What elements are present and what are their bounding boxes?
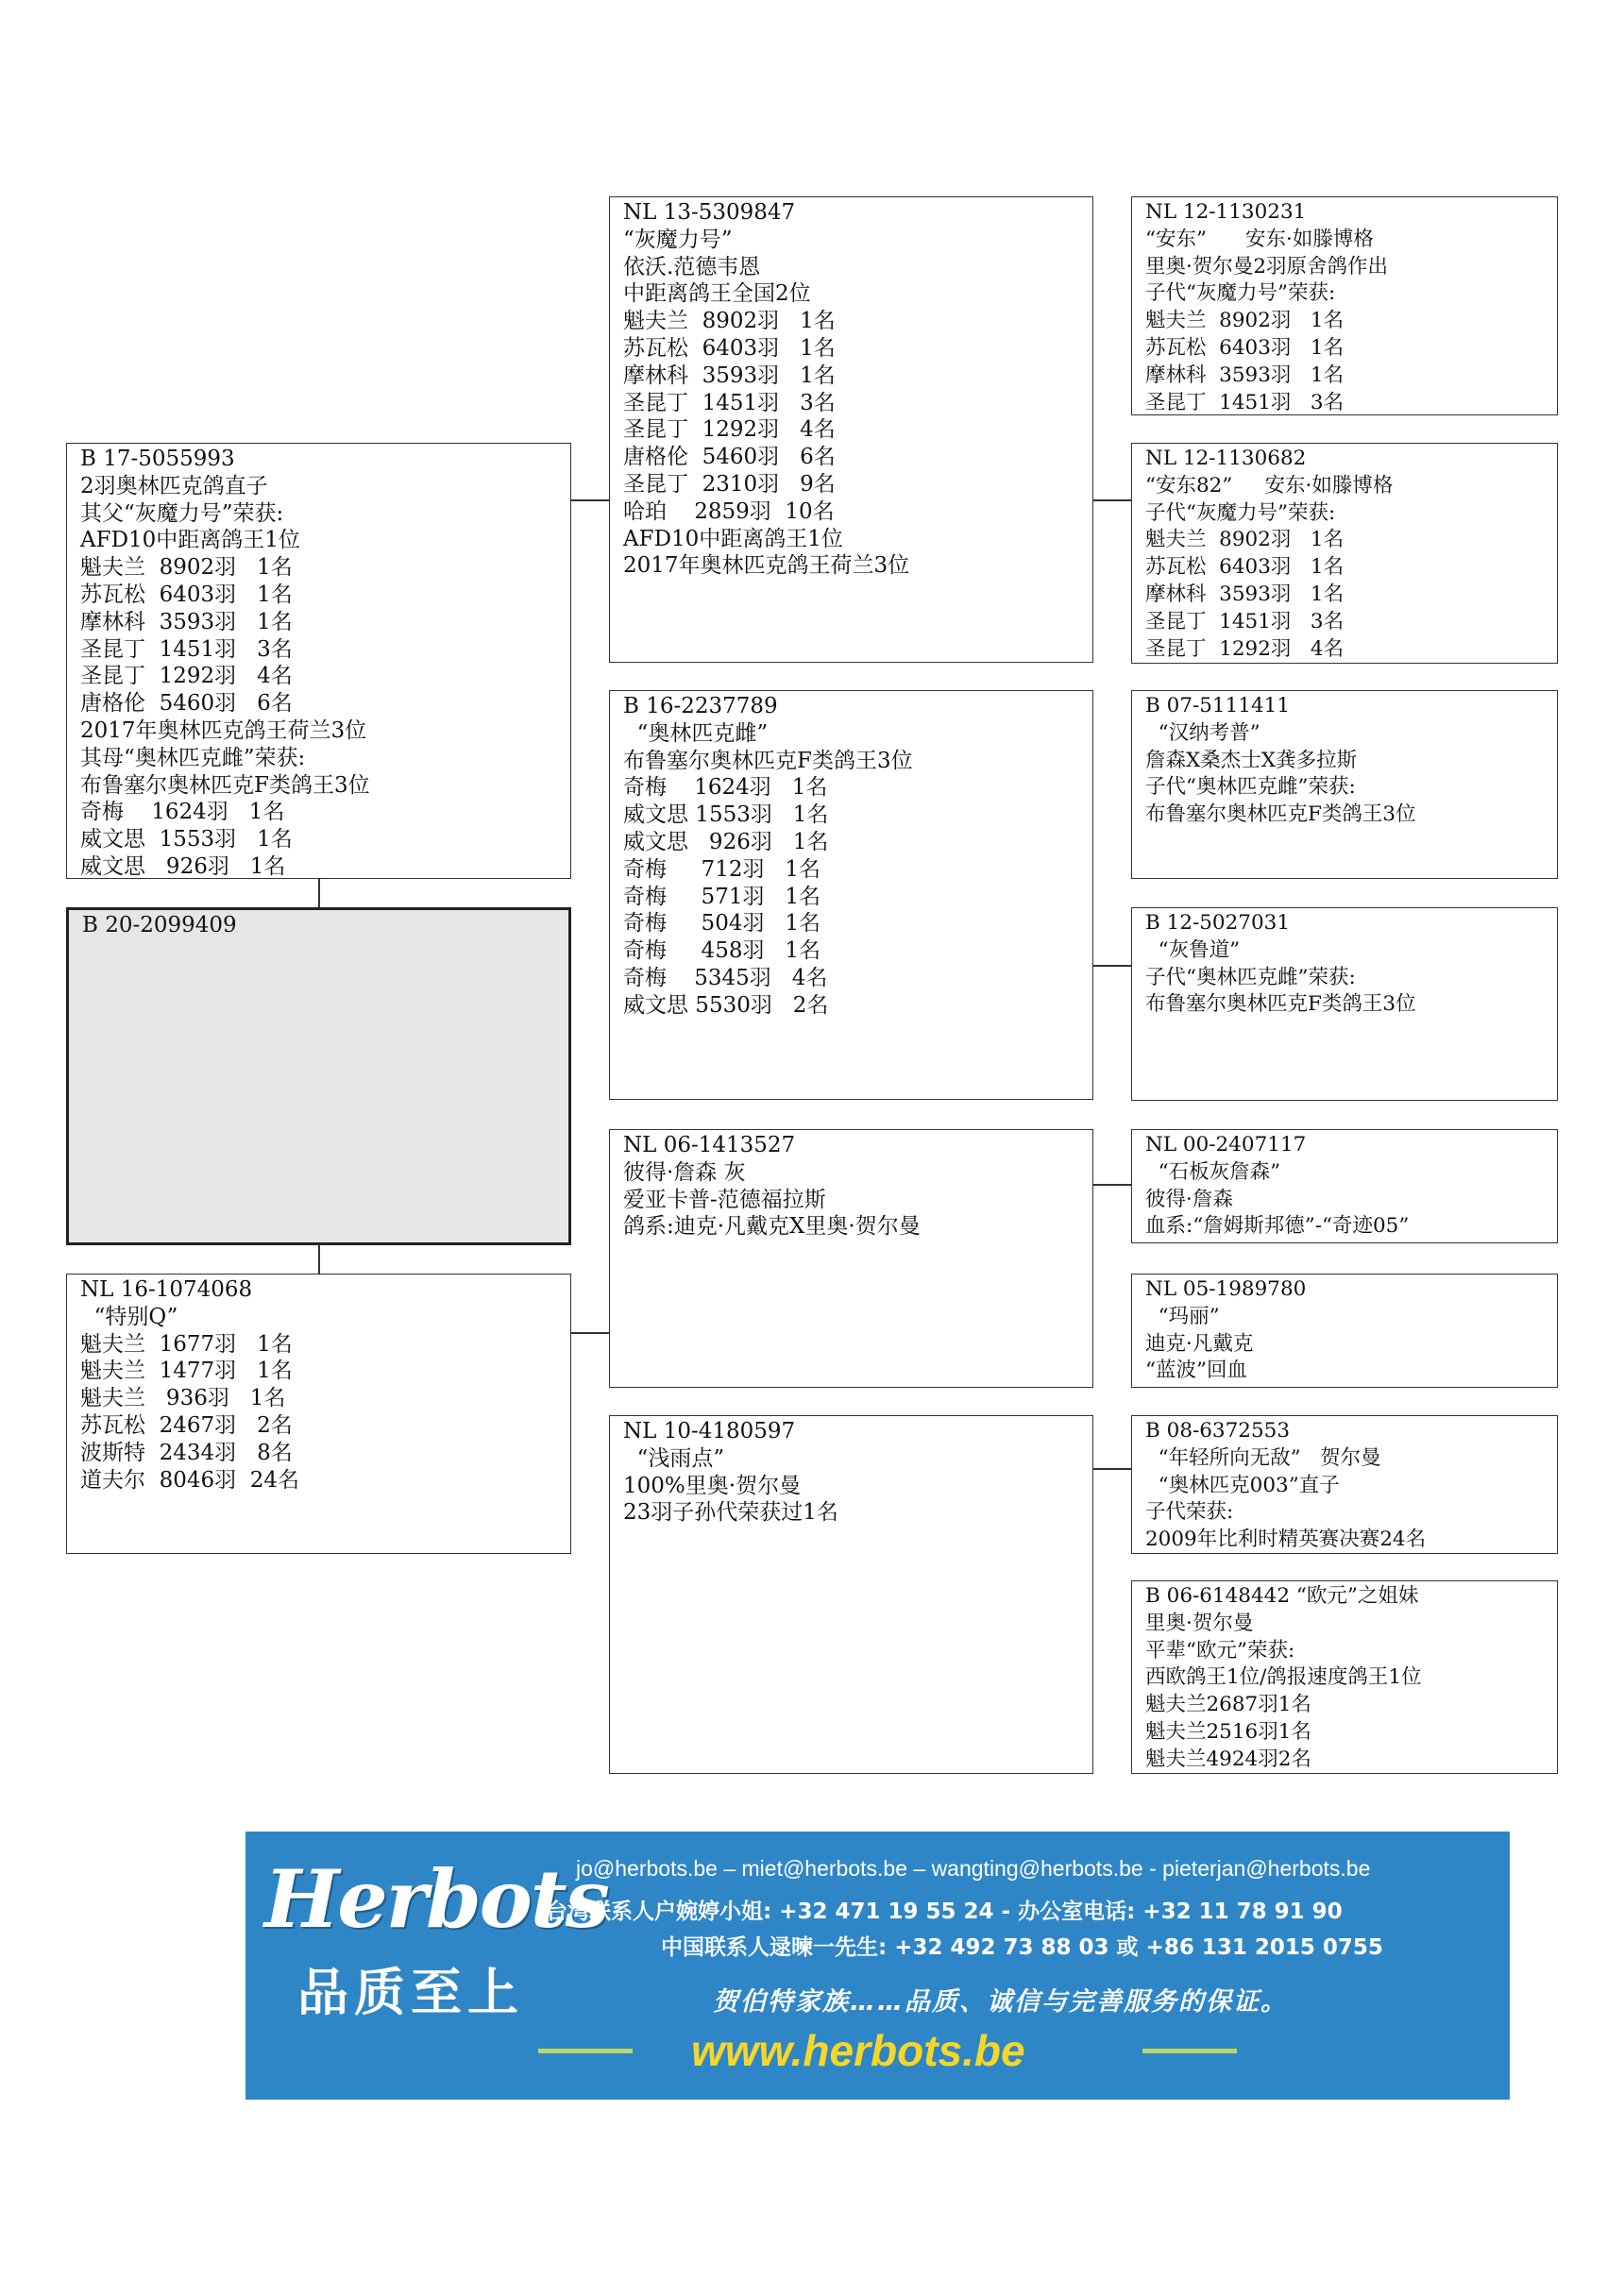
pedigree-line: 奇梅 1624羽 1名	[623, 775, 828, 801]
pedigree-line: 圣昆丁 2310羽 9名	[623, 471, 836, 497]
pedigree-line: 魁夫兰2516羽1名	[1145, 1719, 1311, 1744]
sire-box	[66, 443, 571, 879]
email-contacts[interactable]: jo@herbots.be – miet@herbots.be – wangting@herbots.be - pieterjan@herbots.be	[576, 1856, 1371, 1881]
pedigree-line: 哈珀 2859羽 10名	[623, 498, 835, 524]
pedigree-line: 奇梅 712羽 1名	[623, 856, 821, 882]
ring-number: B 06-6148442 “欧元”之姐妹	[1145, 1584, 1419, 1608]
dam-sire-lines	[623, 1132, 1079, 1241]
sd-sire-lines	[1145, 693, 1544, 829]
pedigree-line: 中距离鸽王全国2位	[623, 281, 811, 307]
dam-lines	[80, 1276, 557, 1494]
connector	[1092, 499, 1131, 501]
pedigree-line: 迪克·凡戴克	[1145, 1331, 1254, 1356]
ds-sire-lines	[1145, 1132, 1544, 1241]
pedigree-line: “奥林匹克003”直子	[1145, 1473, 1340, 1497]
dam-dam-lines	[623, 1418, 1079, 1527]
decor-line-right	[1142, 2049, 1237, 2053]
pedigree-line: 圣昆丁 1451羽 3名	[80, 636, 293, 662]
pedigree-line: “安东” 安东·如滕博格	[1145, 227, 1374, 251]
subject-ring: B 20-2099409	[82, 913, 237, 937]
pedigree-line: 依沃.范德韦恩	[623, 254, 761, 279]
pedigree-line: 布鲁塞尔奥林匹克F类鸽王3位	[1145, 992, 1416, 1017]
sd-dam-lines	[1145, 910, 1544, 1019]
pedigree-line: 摩林科 3593羽 1名	[80, 609, 293, 634]
pedigree-line: “奥林匹克雌”	[623, 720, 769, 746]
pedigree-line: 魁夫兰4924羽2名	[1145, 1747, 1311, 1771]
pedigree-line: 苏瓦松 6403羽 1名	[80, 582, 293, 607]
herbots-banner	[245, 1832, 1510, 2100]
website-link[interactable]: www.herbots.be	[691, 2026, 1025, 2075]
pedigree-line: 布鲁塞尔奥林匹克F类鸽王3位	[1145, 802, 1416, 827]
pedigree-line: 圣昆丁 1292羽 4名	[623, 417, 836, 443]
dam-sire-dam-box	[1131, 1274, 1558, 1388]
connector	[1092, 1468, 1131, 1470]
connector	[318, 878, 320, 908]
dd-dam-lines	[1145, 1583, 1544, 1774]
pedigree-line: 唐格伦 5460羽 6名	[623, 445, 836, 470]
pedigree-line: 2009年比利时精英赛决赛24名	[1145, 1528, 1427, 1552]
pedigree-line: 奇梅 5345羽 4名	[623, 965, 828, 990]
sire-sire-dam-box	[1131, 443, 1558, 664]
pedigree-line: AFD10中距离鸽王1位	[80, 528, 300, 553]
dam-sire-box	[609, 1129, 1093, 1388]
pedigree-line: 圣昆丁 1451羽 3名	[623, 390, 836, 415]
pedigree-line: 圣昆丁 1292羽 4名	[1145, 636, 1345, 661]
pedigree-line: “年轻所向无敌” 贺尔曼	[1145, 1445, 1381, 1470]
pedigree-line: 苏瓦松 6403羽 1名	[1145, 335, 1345, 360]
sire-sire-box	[609, 196, 1093, 663]
dam-dam-box	[609, 1415, 1093, 1774]
pedigree-line: 魁夫兰 8902羽 1名	[80, 555, 293, 581]
pedigree-line: 彼得·詹森 灰	[623, 1159, 746, 1185]
ring-number: B 12-5027031	[1145, 911, 1291, 935]
pedigree-line: “浅雨点”	[623, 1445, 725, 1471]
dam-sire-sire-box	[1131, 1129, 1558, 1243]
pedigree-line: 圣昆丁 1292羽 4名	[80, 664, 293, 689]
pedigree-line: “灰魔力号”	[623, 227, 733, 252]
sire-sire-sire-box	[1131, 196, 1558, 415]
connector	[1092, 965, 1131, 967]
ring-number: B 07-5111411	[1145, 694, 1291, 718]
ring-number: NL 16-1074068	[80, 1277, 253, 1302]
pedigree-line: 里奥·贺尔曼2羽原舍鸽作出	[1145, 254, 1389, 279]
pedigree-line: AFD10中距离鸽王1位	[623, 526, 843, 551]
ss-dam-lines	[1145, 446, 1544, 663]
herbots-logo: Herbots	[264, 1852, 608, 1946]
pedigree-line: 摩林科 3593羽 1名	[1145, 582, 1345, 606]
pedigree-line: 唐格伦 5460羽 6名	[80, 691, 293, 717]
ring-number: B 17-5055993	[80, 447, 235, 471]
sire-dam-lines	[623, 693, 1079, 1020]
sire-dam-dam-box	[1131, 907, 1558, 1101]
dam-dam-dam-box	[1131, 1580, 1558, 1774]
dd-sire-lines	[1145, 1418, 1544, 1554]
pedigree-line: 奇梅 504羽 1名	[623, 911, 821, 937]
pedigree-line: 波斯特 2434羽 8名	[80, 1440, 293, 1465]
china-contact: 中国联系人逯暕一先生: +32 492 73 88 03 或 +86 131 2015 0755	[661, 1935, 1383, 1960]
ring-number: NL 06-1413527	[623, 1133, 796, 1157]
ring-number: B 16-2237789	[623, 694, 778, 718]
pedigree-line: 苏瓦松 6403羽 1名	[1145, 555, 1345, 580]
ss-sire-lines	[1145, 199, 1544, 415]
pedigree-line: “特别Q”	[80, 1304, 178, 1329]
pedigree-line: “玛丽”	[1145, 1304, 1220, 1328]
subject-box	[66, 907, 571, 1245]
slogan: 贺伯特家族……品质、诚信与完善服务的保证。	[713, 1987, 1288, 2017]
pedigree-line: 魁夫兰 8902羽 1名	[1145, 309, 1345, 333]
ds-dam-lines	[1145, 1276, 1544, 1385]
pedigree-line: 布鲁塞尔奥林匹克F类鸽王3位	[623, 748, 913, 773]
ring-number: NL 00-2407117	[1145, 1133, 1307, 1156]
pedigree-line: 血系:“詹姆斯邦德”-“奇迹05”	[1145, 1214, 1410, 1239]
ring-number: B 08-6372553	[1145, 1419, 1291, 1443]
decor-line-left	[538, 2049, 633, 2053]
pedigree-line: 爱亚卡普-范德福拉斯	[623, 1187, 826, 1212]
pedigree-line: 子代“奥林匹克雌”荣获:	[1145, 775, 1356, 800]
pedigree-line: 摩林科 3593羽 1名	[623, 363, 836, 388]
pedigree-line: 圣昆丁 1451羽 3名	[1145, 390, 1345, 414]
pedigree-line: 子代“灰魔力号”荣获:	[1145, 281, 1336, 306]
pedigree-line: 子代荣获:	[1145, 1500, 1234, 1525]
ring-number: NL 05-1989780	[1145, 1277, 1307, 1301]
pedigree-line: 2017年奥林匹克鸽王荷兰3位	[80, 718, 367, 743]
pedigree-line: 圣昆丁 1451羽 3名	[1145, 609, 1345, 633]
pedigree-line: 奇梅 458羽 1名	[623, 938, 821, 964]
connector	[570, 499, 609, 501]
pedigree-line: 2017年奥林匹克鸽王荷兰3位	[623, 553, 910, 579]
pedigree-line: “灰鲁道”	[1145, 937, 1241, 962]
sire-sire-lines	[623, 199, 1079, 580]
pedigree-line: 布鲁塞尔奥林匹克F类鸽王3位	[80, 772, 370, 798]
pedigree-line: 魁夫兰 8902羽 1名	[1145, 528, 1345, 552]
pedigree-line: 平辈“欧元”荣获:	[1145, 1638, 1295, 1663]
pedigree-line: 23羽子孙代荣获过1名	[623, 1500, 838, 1526]
pedigree-line: 西欧鸽王1位/鸽报速度鸽王1位	[1145, 1665, 1422, 1690]
connector	[318, 1244, 320, 1275]
pedigree-line: 苏瓦松 6403羽 1名	[623, 335, 836, 361]
pedigree-line: 威文思 5530羽 2名	[623, 992, 829, 1018]
connector	[570, 1332, 609, 1334]
pedigree-line: 威文思 1553羽 1名	[623, 802, 829, 828]
pedigree-line: 威文思 926羽 1名	[623, 829, 829, 854]
ring-number: NL 12-1130231	[1145, 200, 1307, 224]
pedigree-line: “汉纳考普”	[1145, 720, 1260, 745]
sire-dam-sire-box	[1131, 690, 1558, 879]
pedigree-line: “石板灰詹森”	[1145, 1159, 1281, 1184]
sire-dam-box	[609, 690, 1093, 1100]
pedigree-line: 子代“灰魔力号”荣获:	[1145, 500, 1336, 525]
pedigree-line: 威文思 1553羽 1名	[80, 827, 293, 853]
dam-box	[66, 1274, 571, 1554]
pedigree-line: “安东82” 安东·如滕博格	[1145, 473, 1394, 498]
pedigree-line: “蓝波”回血	[1145, 1359, 1247, 1383]
pedigree-line: 里奥·贺尔曼	[1145, 1611, 1254, 1635]
pedigree-line: 彼得·詹森	[1145, 1187, 1233, 1211]
pedigree-line: 道夫尔 8046羽 24名	[80, 1467, 300, 1493]
pedigree-line: 魁夫兰 8902羽 1名	[623, 309, 836, 334]
ring-number: NL 12-1130682	[1145, 447, 1307, 470]
pedigree-line: 魁夫兰2687羽1名	[1145, 1693, 1311, 1717]
pedigree-line: 其父“灰魔力号”荣获:	[80, 500, 284, 526]
pedigree-line: 摩林科 3593羽 1名	[1145, 363, 1345, 387]
logo-tagline: 品质至上	[297, 1963, 524, 2022]
pedigree-line: 其母“奥林匹克雌”荣获:	[80, 745, 306, 770]
pedigree-line: 魁夫兰 1677羽 1名	[80, 1331, 293, 1357]
pedigree-line: 子代“奥林匹克雌”荣获:	[1145, 965, 1356, 989]
ring-number: NL 10-4180597	[623, 1419, 796, 1443]
ring-number: NL 13-5309847	[623, 200, 796, 225]
pedigree-line: 奇梅 1624羽 1名	[80, 800, 285, 825]
pedigree-line: 100%里奥·贺尔曼	[623, 1473, 802, 1498]
pedigree-line: 苏瓦松 2467羽 2名	[80, 1412, 293, 1438]
pedigree-line: 威文思 926羽 1名	[80, 853, 286, 879]
pedigree-line: 詹森X桑杰士X龚多拉斯	[1145, 748, 1358, 772]
taiwan-contact: 台湾联系人户婉婷小姐: +32 471 19 55 24 - 办公室电话: +32 11 78 91 90	[546, 1899, 1343, 1924]
pedigree-line: 鸽系:迪克·凡戴克X里奥·贺尔曼	[623, 1214, 921, 1240]
pedigree-line: 奇梅 571羽 1名	[623, 884, 821, 909]
pedigree-line: 2羽奥林匹克鸽直子	[80, 473, 268, 498]
connector	[1092, 1184, 1131, 1186]
pedigree-line: 魁夫兰 1477羽 1名	[80, 1359, 293, 1384]
sire-lines	[80, 446, 557, 879]
pedigree-line: 魁夫兰 936羽 1名	[80, 1386, 286, 1411]
dam-dam-sire-box	[1131, 1415, 1558, 1554]
